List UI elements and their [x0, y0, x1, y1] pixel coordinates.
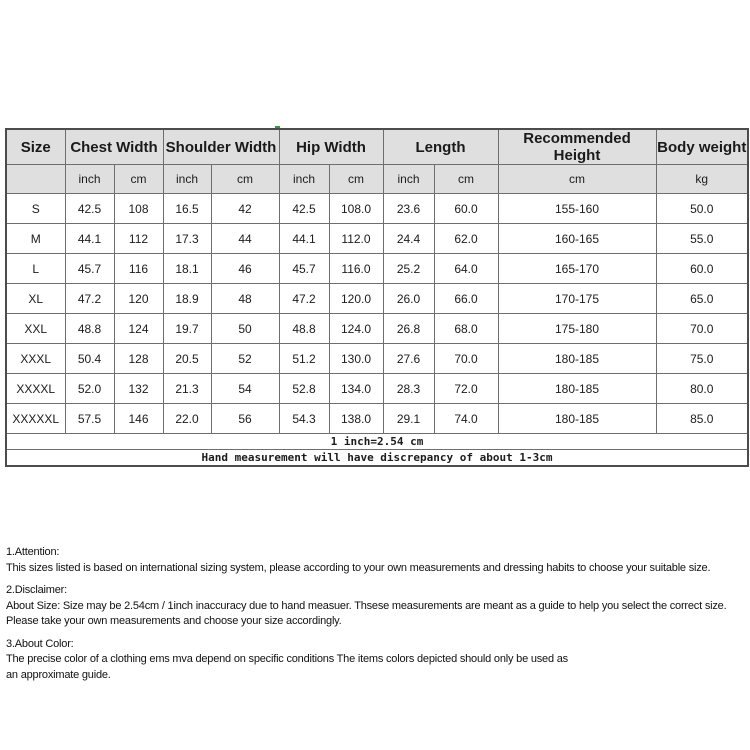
note-heading: 3.About Color:	[6, 637, 74, 650]
value-cell: 20.5	[163, 344, 211, 374]
value-cell: 50	[211, 314, 279, 344]
value-cell: 60.0	[434, 194, 498, 224]
value-cell: 74.0	[434, 404, 498, 434]
table-row	[6, 344, 748, 374]
table-header	[6, 129, 748, 194]
value-cell: 54	[211, 374, 279, 404]
footnote-text: 1 inch=2.54 cm	[6, 434, 748, 450]
table-row	[6, 404, 748, 434]
note-line: This sizes listed is based on international sizing system, please according to your own measurements and dressing habits to choose your suitable size.	[6, 561, 711, 574]
value-cell: 56	[211, 404, 279, 434]
value-cell: 128	[114, 344, 163, 374]
size-label-cell: L	[6, 254, 65, 284]
value-cell: 65.0	[656, 284, 748, 314]
value-cell: 180-185	[498, 344, 656, 374]
value-cell: 48	[211, 284, 279, 314]
value-cell: 44	[211, 224, 279, 254]
value-cell: 27.6	[383, 344, 434, 374]
size-label-cell: M	[6, 224, 65, 254]
value-cell: 16.5	[163, 194, 211, 224]
column-header-chest-width: Chest Width	[65, 129, 163, 165]
table-row	[6, 254, 748, 284]
value-cell: 42.5	[65, 194, 114, 224]
footnote-row	[6, 434, 748, 450]
value-cell: 50.0	[656, 194, 748, 224]
unit-cell-chest-width-cm: cm	[114, 165, 163, 194]
value-cell: 70.0	[434, 344, 498, 374]
value-cell: 132	[114, 374, 163, 404]
column-header-hip-width: Hip Width	[279, 129, 383, 165]
value-cell: 44.1	[279, 224, 329, 254]
value-cell: 48.8	[65, 314, 114, 344]
value-cell: 42.5	[279, 194, 329, 224]
value-cell: 64.0	[434, 254, 498, 284]
table-row	[6, 194, 748, 224]
value-cell: 42	[211, 194, 279, 224]
note-heading: 2.Disclaimer:	[6, 584, 67, 596]
unit-cell-recommended-height-cm: cm	[498, 165, 656, 194]
value-cell: 55.0	[656, 224, 748, 254]
column-header-body-weight: Body weight	[656, 129, 748, 165]
value-cell: 45.7	[279, 254, 329, 284]
value-cell: 45.7	[65, 254, 114, 284]
column-header-length: Length	[383, 129, 498, 165]
unit-cell-length-inch: inch	[383, 165, 434, 194]
value-cell: 70.0	[656, 314, 748, 344]
value-cell: 57.5	[65, 404, 114, 434]
value-cell: 22.0	[163, 404, 211, 434]
note-line: an approximate guide.	[6, 668, 111, 681]
size-label-cell: S	[6, 194, 65, 224]
value-cell: 165-170	[498, 254, 656, 284]
value-cell: 50.4	[65, 344, 114, 374]
unit-cell-hip-width-cm: cm	[329, 165, 383, 194]
value-cell: 120	[114, 284, 163, 314]
header-row-groups	[6, 129, 748, 165]
value-cell: 180-185	[498, 374, 656, 404]
value-cell: 175-180	[498, 314, 656, 344]
value-cell: 68.0	[434, 314, 498, 344]
value-cell: 24.4	[383, 224, 434, 254]
value-cell: 47.2	[65, 284, 114, 314]
table-row	[6, 284, 748, 314]
value-cell: 52.0	[65, 374, 114, 404]
value-cell: 116.0	[329, 254, 383, 284]
value-cell: 28.3	[383, 374, 434, 404]
unit-cell-shoulder-width-inch: inch	[163, 165, 211, 194]
value-cell: 52	[211, 344, 279, 374]
value-cell: 52.8	[279, 374, 329, 404]
table-footnotes	[6, 434, 748, 467]
value-cell: 26.8	[383, 314, 434, 344]
value-cell: 26.0	[383, 284, 434, 314]
value-cell: 155-160	[498, 194, 656, 224]
unit-cell-hip-width-inch: inch	[279, 165, 329, 194]
value-cell: 29.1	[383, 404, 434, 434]
value-cell: 112	[114, 224, 163, 254]
value-cell: 146	[114, 404, 163, 434]
value-cell: 19.7	[163, 314, 211, 344]
notes-section	[6, 545, 748, 683]
value-cell: 48.8	[279, 314, 329, 344]
table-row	[6, 224, 748, 254]
value-cell: 108	[114, 194, 163, 224]
header-row-units	[6, 165, 748, 194]
note-paragraph	[6, 583, 748, 630]
value-cell: 75.0	[656, 344, 748, 374]
size-label-cell: XXXL	[6, 344, 65, 374]
size-label-cell: XXXXXL	[6, 404, 65, 434]
value-cell: 180-185	[498, 404, 656, 434]
value-cell: 51.2	[279, 344, 329, 374]
value-cell: 54.3	[279, 404, 329, 434]
value-cell: 124	[114, 314, 163, 344]
value-cell: 47.2	[279, 284, 329, 314]
footnote-text: Hand measurement will have discrepancy of about 1-3cm	[6, 450, 748, 467]
value-cell: 85.0	[656, 404, 748, 434]
value-cell: 66.0	[434, 284, 498, 314]
column-header-size: Size	[6, 129, 65, 165]
note-line: The precise color of a clothing ems mva depend on specific conditions The items colors depicted should only be used as	[6, 653, 568, 665]
table-body	[6, 194, 748, 434]
size-chart-table	[5, 128, 749, 467]
value-cell: 108.0	[329, 194, 383, 224]
value-cell: 112.0	[329, 224, 383, 254]
value-cell: 62.0	[434, 224, 498, 254]
value-cell: 138.0	[329, 404, 383, 434]
note-paragraph	[6, 637, 748, 684]
value-cell: 44.1	[65, 224, 114, 254]
value-cell: 124.0	[329, 314, 383, 344]
column-header-shoulder-width: Shoulder Width	[163, 129, 279, 165]
value-cell: 21.3	[163, 374, 211, 404]
table-row	[6, 374, 748, 404]
column-header-recommended-height: Recommended Height	[498, 129, 656, 165]
value-cell: 160-165	[498, 224, 656, 254]
unit-cell-shoulder-width-cm: cm	[211, 165, 279, 194]
value-cell: 170-175	[498, 284, 656, 314]
value-cell: 134.0	[329, 374, 383, 404]
note-paragraph	[6, 545, 748, 576]
value-cell: 25.2	[383, 254, 434, 284]
note-line: Please take your own measurements and choose your size accordingly.	[6, 615, 342, 627]
unit-cell-body-weight-kg: kg	[656, 165, 748, 194]
size-label-cell: XXXXL	[6, 374, 65, 404]
value-cell: 18.9	[163, 284, 211, 314]
note-heading: 1.Attention:	[6, 546, 60, 558]
value-cell: 46	[211, 254, 279, 284]
note-line: About Size: Size may be 2.54cm / 1inch inaccuracy due to hand measuer. Thsese measurements are meant as a guide to help you select the correct size.	[6, 599, 727, 612]
value-cell: 80.0	[656, 374, 748, 404]
value-cell: 60.0	[656, 254, 748, 284]
value-cell: 17.3	[163, 224, 211, 254]
unit-cell-empty	[6, 165, 65, 194]
size-label-cell: XXL	[6, 314, 65, 344]
value-cell: 72.0	[434, 374, 498, 404]
value-cell: 18.1	[163, 254, 211, 284]
unit-cell-chest-width-inch: inch	[65, 165, 114, 194]
value-cell: 116	[114, 254, 163, 284]
table-row	[6, 314, 748, 344]
value-cell: 23.6	[383, 194, 434, 224]
footnote-row	[6, 450, 748, 467]
value-cell: 120.0	[329, 284, 383, 314]
size-label-cell: XL	[6, 284, 65, 314]
value-cell: 130.0	[329, 344, 383, 374]
unit-cell-length-cm: cm	[434, 165, 498, 194]
